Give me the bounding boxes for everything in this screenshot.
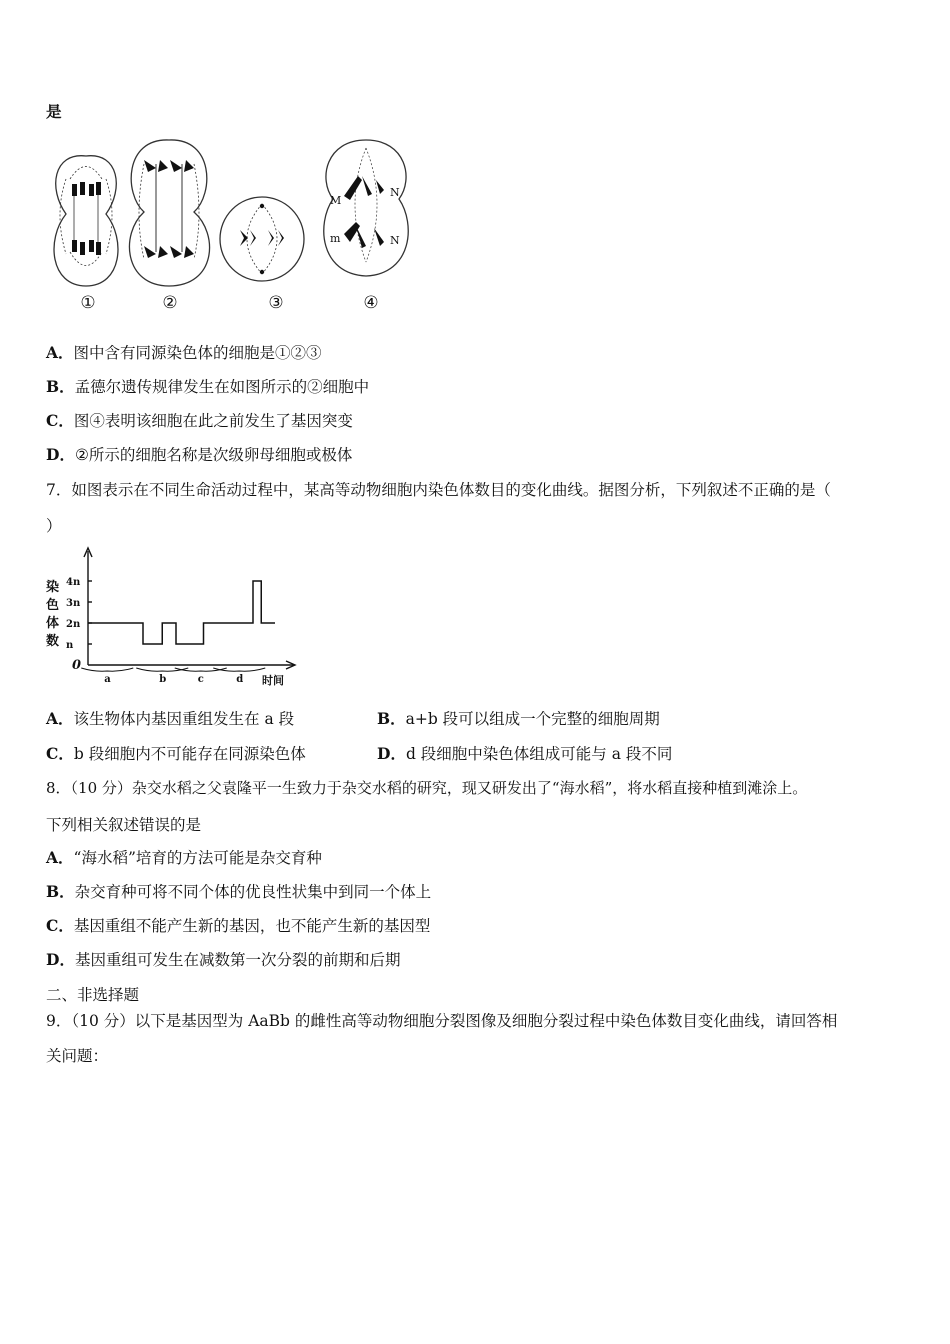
segment-label-b: b	[159, 674, 167, 685]
q7-option-b: B．a+b 段可以组成一个完整的细胞周期	[377, 709, 660, 728]
cell-2-membrane	[129, 140, 209, 286]
segment-brace-a	[81, 668, 133, 671]
q6-option-a: A．图中含有同源染色体的细胞是①②③	[46, 343, 322, 362]
chrom-label-M: M	[330, 194, 342, 207]
cell-division-figure	[44, 134, 416, 314]
chrom-label-N-upper: N	[390, 186, 400, 199]
figure-label-4: ④	[363, 293, 379, 313]
section-title: 二、非选择题	[46, 986, 140, 1004]
q7-option-d: D．d 段细胞中染色体组成可能与 a 段不同	[377, 744, 673, 763]
cell-4-membrane	[324, 140, 408, 276]
y-tick-label-4: 4n	[66, 577, 81, 588]
q6-option-b: B．孟德尔遗传规律发生在如图所示的②细胞中	[46, 377, 370, 396]
y-axis-label-char-0: 染	[46, 580, 60, 595]
q9-stem-line1: 9．（10 分）以下是基因型为 AaBb 的雌性高等动物细胞分裂图像及细胞分裂过程中染色体数目变化曲线，请回答相	[46, 1012, 838, 1030]
segment-label-a: a	[104, 674, 111, 685]
q7-stem-line1: 7．如图表示在不同生命活动过程中，某高等动物细胞内染色体数目的变化曲线。据图分析，下列叙述不正确的是（	[46, 481, 831, 499]
cell-3-membrane	[220, 197, 304, 281]
figure-label-1: ①	[80, 293, 96, 313]
segment-brace-d	[213, 668, 265, 671]
y-tick-label-1: n	[66, 640, 74, 651]
q8-stem-line2: 下列相关叙述错误的是	[46, 816, 202, 834]
q6-stem-tail: 是	[46, 102, 62, 121]
q8-option-a: A．“海水稻”培育的方法可能是杂交育种	[46, 848, 322, 867]
segment-label-d: d	[236, 674, 244, 685]
chrom-label-N-lower: N	[390, 234, 400, 247]
y-axis-label-char-3: 数	[46, 634, 60, 649]
q8-option-b: B．杂交育种可将不同个体的优良性状集中到同一个体上	[46, 882, 432, 901]
q7-stem-line2: ）	[46, 517, 62, 535]
y-tick-label-0: 0	[72, 658, 82, 673]
q8-option-d: D．基因重组可发生在减数第一次分裂的前期和后期	[46, 950, 401, 969]
q6-option-d: D．②所示的细胞名称是次级卵母细胞或极体	[46, 445, 353, 464]
y-axis-label-char-1: 色	[46, 598, 60, 613]
y-tick-label-2: 2n	[66, 619, 81, 630]
q8-option-c: C．基因重组不能产生新的基因，也不能产生新的基因型	[46, 916, 431, 935]
q6-option-c: C．图④表明该细胞在此之前发生了基因突变	[46, 411, 353, 430]
chrom-label-m: m	[330, 232, 341, 245]
chromosome-count-line	[88, 581, 275, 644]
segment-label-c: c	[197, 674, 204, 685]
y-tick-label-3: 3n	[66, 598, 81, 609]
chromosome-number-chart	[44, 545, 300, 690]
figure-label-2: ②	[162, 293, 178, 313]
cell-1-membrane	[54, 156, 118, 286]
q8-stem-line1: 8．（10 分）杂交水稻之父袁隆平一生致力于杂交水稻的研究，现又研发出了“海水稻”，将水稻直接种植到滩涂上。	[46, 779, 808, 797]
q9-stem-line2: 关问题：	[46, 1047, 109, 1065]
q7-option-a: A．该生物体内基因重组发生在 a 段	[46, 709, 295, 728]
y-axis-label-char-2: 体	[46, 616, 60, 631]
q7-option-c: C．b 段细胞内不可能存在同源染色体	[46, 744, 306, 763]
figure-label-3: ③	[268, 293, 284, 313]
x-axis-label: 时间	[262, 674, 284, 687]
